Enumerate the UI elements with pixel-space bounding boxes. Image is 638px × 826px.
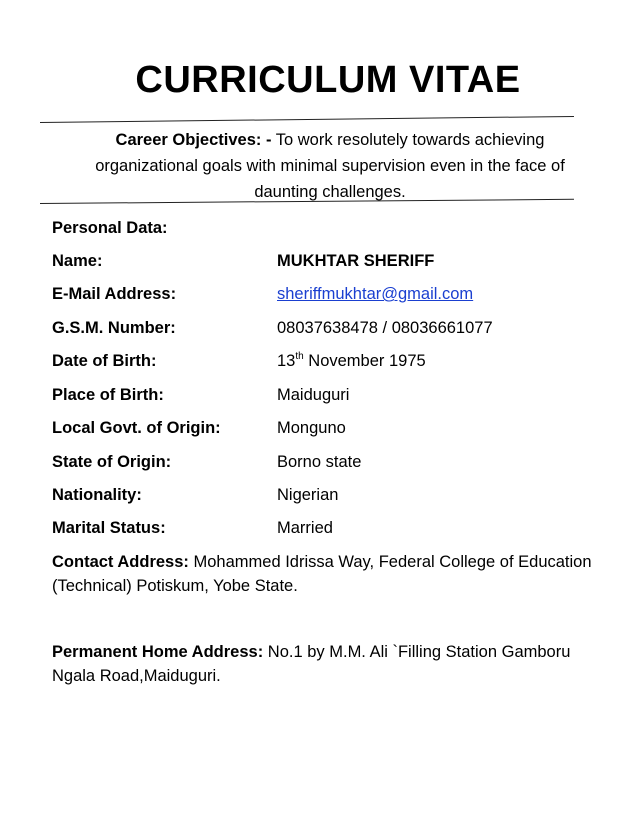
dob-row bbox=[52, 349, 612, 373]
email-link[interactable]: sheriffmukhtar@gmail.com bbox=[277, 285, 474, 303]
name-value: MUKHTAR SHERIFF bbox=[277, 252, 435, 270]
nationality-row bbox=[52, 483, 612, 507]
lga-label: Local Govt. of Origin: bbox=[52, 419, 221, 437]
permanent-address bbox=[52, 640, 608, 688]
contact-address-text: Mohammed Idrissa Way, Federal College of Education (Technical) Potiskum, Yobe State. bbox=[52, 553, 592, 595]
nationality-label: Nationality: bbox=[52, 486, 142, 504]
marital-value: Married bbox=[277, 519, 333, 537]
career-objectives-label: Career Objectives: - bbox=[115, 131, 272, 149]
dob-value bbox=[277, 349, 426, 373]
permanent-address-label: Permanent Home Address: bbox=[52, 643, 264, 661]
permanent-address-text: No.1 by M.M. Ali `Filling Station Gamboru Ngala Road,Maiduguri. bbox=[52, 643, 571, 685]
state-value: Borno state bbox=[277, 453, 362, 471]
career-objectives bbox=[70, 127, 590, 205]
state-label: State of Origin: bbox=[52, 453, 172, 471]
name-label: Name: bbox=[52, 252, 103, 270]
dob-label: Date of Birth: bbox=[52, 352, 157, 370]
document-title: CURRICULUM VITAE bbox=[135, 59, 521, 101]
marital-label: Marital Status: bbox=[52, 519, 166, 537]
state-row bbox=[52, 450, 612, 474]
nationality-value: Nigerian bbox=[277, 486, 339, 504]
career-objectives-text: To work resolutely towards achieving organizational goals with minimal supervision even in the face of daunting challenges. bbox=[95, 131, 565, 201]
lga-value: Monguno bbox=[277, 419, 346, 437]
top-divider bbox=[40, 116, 574, 123]
pob-label: Place of Birth: bbox=[52, 386, 164, 404]
gsm-label: G.S.M. Number: bbox=[52, 319, 176, 337]
email-label: E-Mail Address: bbox=[52, 285, 177, 303]
dob-suffix: th bbox=[295, 350, 304, 362]
personal-data-heading: Personal Data: bbox=[52, 219, 168, 237]
pob-row bbox=[52, 383, 612, 407]
contact-address-label: Contact Address: bbox=[52, 553, 189, 571]
pob-value: Maiduguri bbox=[277, 386, 350, 404]
dob-month-year: November 1975 bbox=[303, 352, 426, 370]
contact-address bbox=[52, 550, 608, 598]
email-row bbox=[52, 282, 612, 306]
gsm-value: 08037638478 / 08036661077 bbox=[277, 319, 493, 337]
lga-row bbox=[52, 416, 612, 440]
name-row bbox=[52, 249, 612, 273]
dob-day: 13 bbox=[277, 352, 296, 370]
marital-row bbox=[52, 516, 612, 540]
gsm-row bbox=[52, 316, 612, 340]
